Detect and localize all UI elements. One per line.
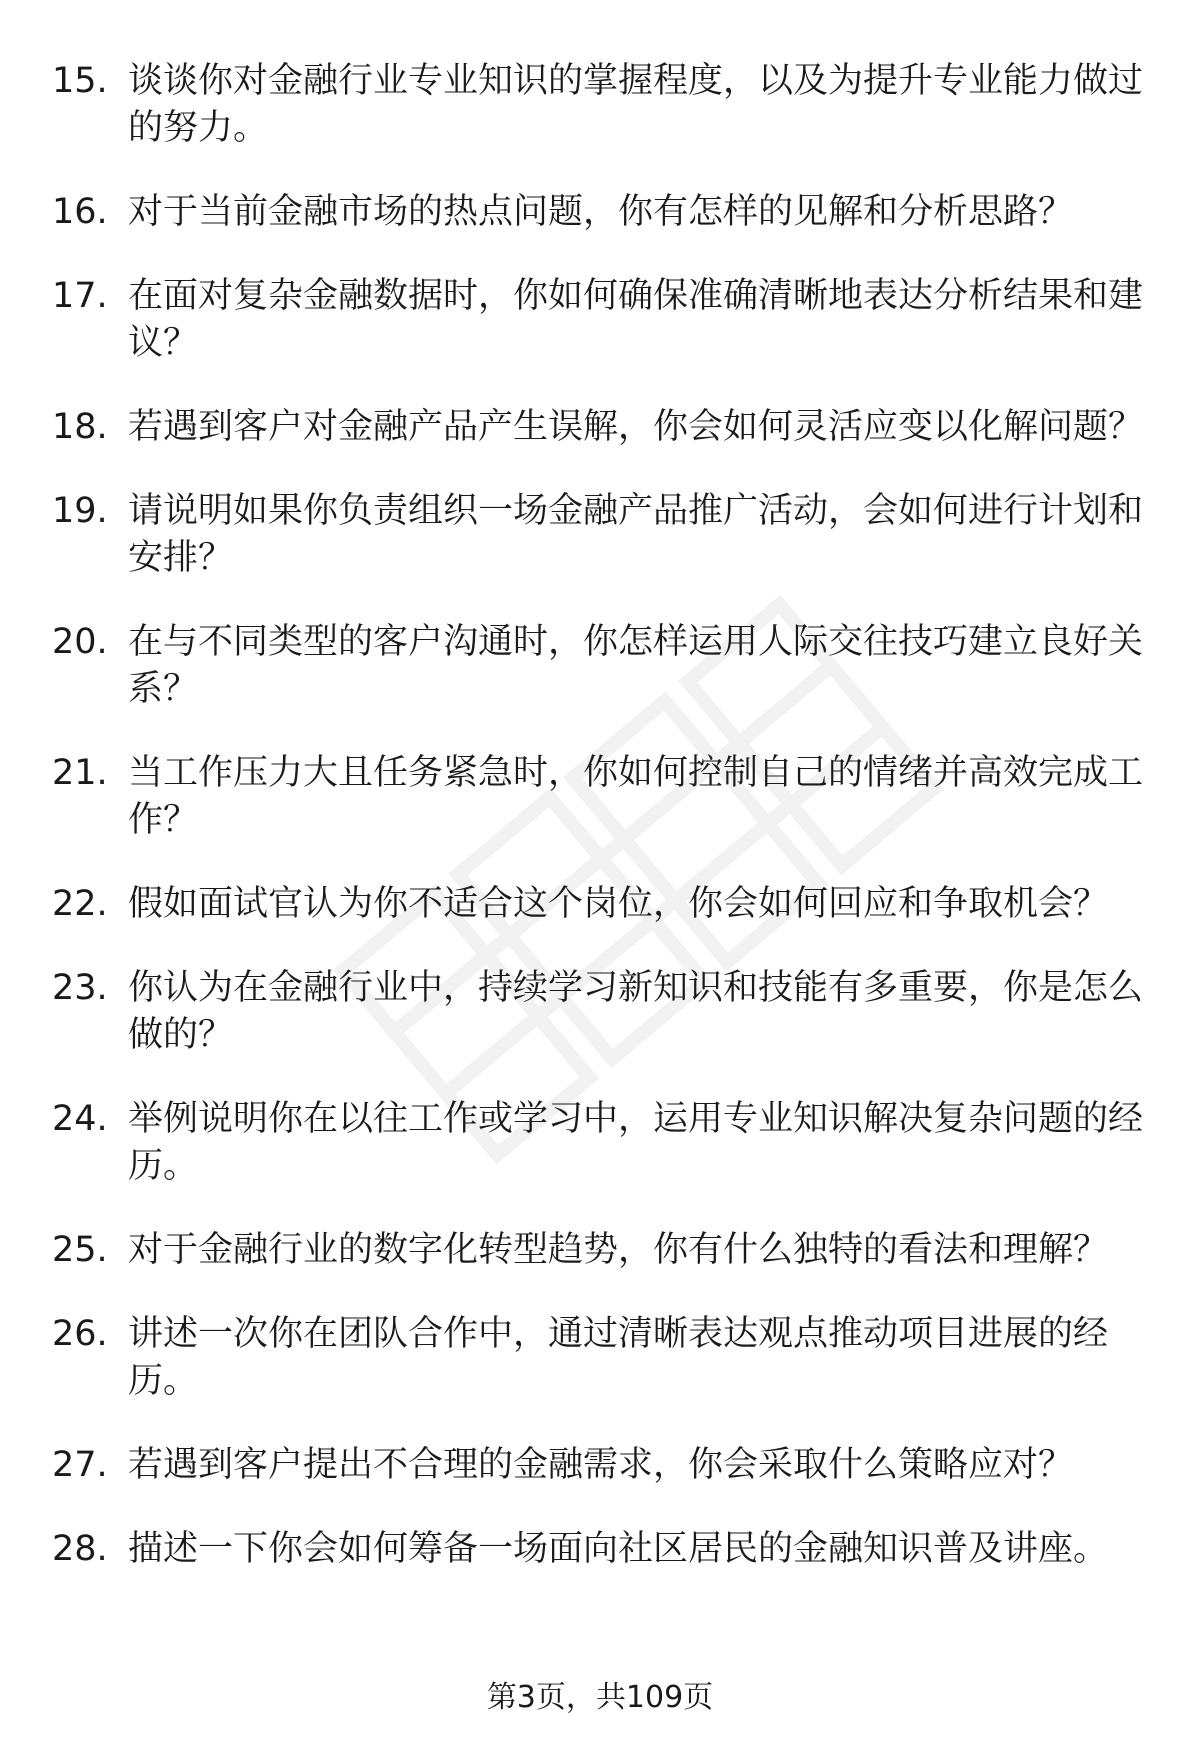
list-item	[52, 189, 1152, 236]
list-item	[52, 881, 1152, 928]
list-item	[52, 965, 1152, 1059]
list-item	[52, 750, 1152, 844]
question-text: 在面对复杂金融数据时，你如何确保准确清晰地表达分析结果和建议？	[128, 276, 1144, 363]
question-text: 谈谈你对金融行业专业知识的掌握程度，以及为提升专业能力做过的努力。	[128, 61, 1144, 148]
list-item	[52, 1096, 1152, 1190]
question-text: 对于金融行业的数字化转型趋势，你有什么独特的看法和理解？	[128, 1230, 1109, 1270]
question-text: 假如面试官认为你不适合这个岗位，你会如何回应和争取机会？	[128, 884, 1109, 924]
list-item	[52, 619, 1152, 713]
question-text: 举例说明你在以往工作或学习中，运用专业知识解决复杂问题的经历。	[128, 1099, 1144, 1186]
list-item	[52, 1227, 1152, 1274]
question-text: 对于当前金融市场的热点问题，你有怎样的见解和分析思路？	[128, 192, 1074, 232]
question-text: 在与不同类型的客户沟通时，你怎样运用人际交往技巧建立良好关系？	[128, 622, 1144, 709]
list-item	[52, 1526, 1152, 1573]
question-number: 23.	[52, 968, 108, 1008]
question-number: 18.	[52, 407, 108, 447]
question-number: 26.	[52, 1314, 108, 1354]
list-item	[52, 58, 1152, 152]
question-text: 若遇到客户对金融产品产生误解，你会如何灵活应变以化解问题？	[128, 407, 1144, 447]
question-number: 28.	[52, 1529, 108, 1569]
question-number: 17.	[52, 276, 108, 316]
question-number: 15.	[52, 61, 108, 101]
page-footer: 第3页，共109页	[486, 1680, 714, 1715]
question-number: 25.	[52, 1230, 108, 1270]
question-number: 21.	[52, 753, 108, 793]
question-number: 16.	[52, 192, 108, 232]
question-text: 你认为在金融行业中，持续学习新知识和技能有多重要，你是怎么做的？	[128, 968, 1144, 1055]
question-text: 描述一下你会如何筹备一场面向社区居民的金融知识普及讲座。	[128, 1529, 1109, 1569]
question-number: 20.	[52, 622, 108, 662]
list-item	[52, 404, 1152, 451]
question-text: 请说明如果你负责组织一场金融产品推广活动，会如何进行计划和安排？	[128, 491, 1144, 578]
question-number: 19.	[52, 491, 108, 531]
list-item	[52, 1442, 1152, 1489]
question-text: 当工作压力大且任务紧急时，你如何控制自己的情绪并高效完成工作？	[128, 753, 1144, 840]
question-text: 讲述一次你在团队合作中，通过清晰表达观点推动项目进展的经历。	[128, 1314, 1109, 1401]
question-number: 24.	[52, 1099, 108, 1139]
question-list	[52, 58, 1152, 1610]
list-item	[52, 488, 1152, 582]
list-item	[52, 1311, 1152, 1405]
question-text: 若遇到客户提出不合理的金融需求，你会采取什么策略应对？	[128, 1445, 1074, 1485]
question-number: 27.	[52, 1445, 108, 1485]
question-number: 22.	[52, 884, 108, 924]
list-item	[52, 273, 1152, 367]
